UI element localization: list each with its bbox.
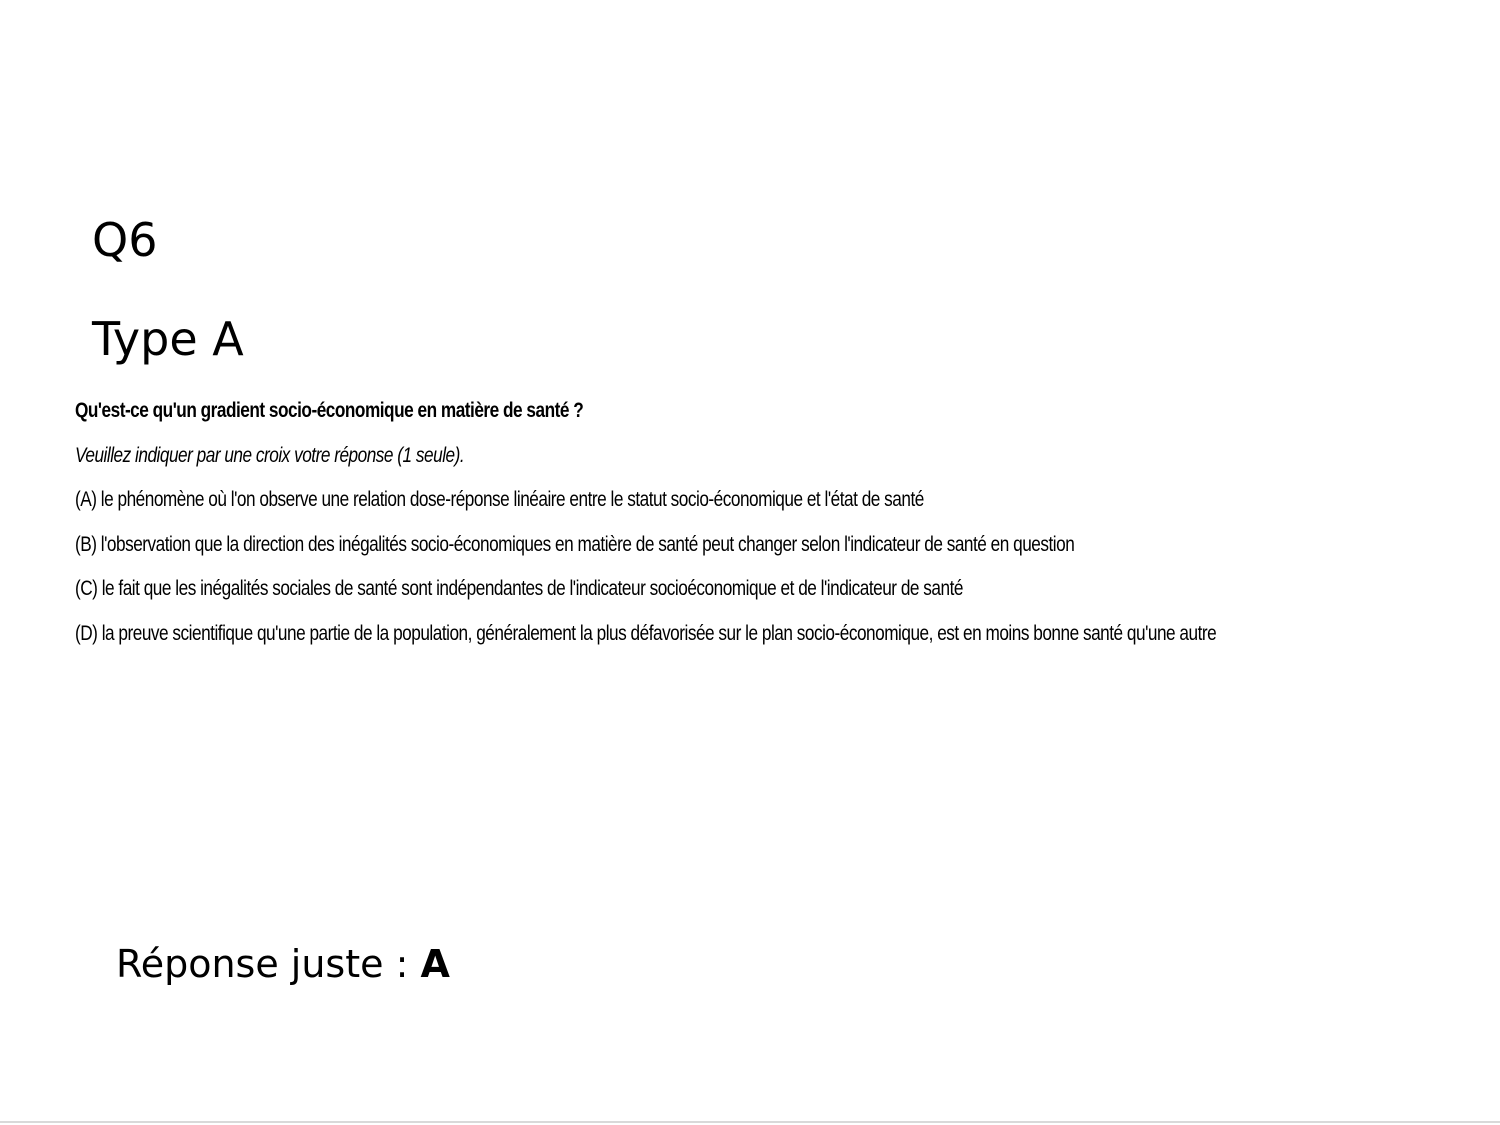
- bottom-divider: [0, 1121, 1500, 1123]
- option-d: (D) la preuve scientifique qu'une partie de la population, généralement la plus défavorisée sur le plan socio-économique, est en moins bonne santé qu'une autre: [75, 621, 1217, 645]
- option-c: (C) le fait que les inégalités sociales de santé sont indépendantes de l'indicateur socioéconomique et de l'indicateur de santé: [75, 577, 963, 600]
- option-a: (A) le phénomène où l'on observe une relation dose-réponse linéaire entre le statut socio-économique et l'état de santé: [75, 488, 924, 511]
- correct-answer: [116, 938, 450, 990]
- answer-value: A: [420, 942, 450, 986]
- answer-label: Réponse juste :: [116, 942, 421, 986]
- option-b: (B) l'observation que la direction des inégalités socio-économiques en matière de santé peut changer selon l'indicateur de santé en question: [75, 532, 1075, 556]
- question-type: Type A: [92, 312, 244, 366]
- question-number: Q6: [92, 213, 158, 267]
- instruction-text: Veuillez indiquer par une croix votre réponse (1 seule).: [75, 443, 465, 467]
- question-block: [75, 394, 1475, 661]
- question-text: Qu'est-ce qu'un gradient socio-économique en matière de santé ?: [75, 399, 584, 422]
